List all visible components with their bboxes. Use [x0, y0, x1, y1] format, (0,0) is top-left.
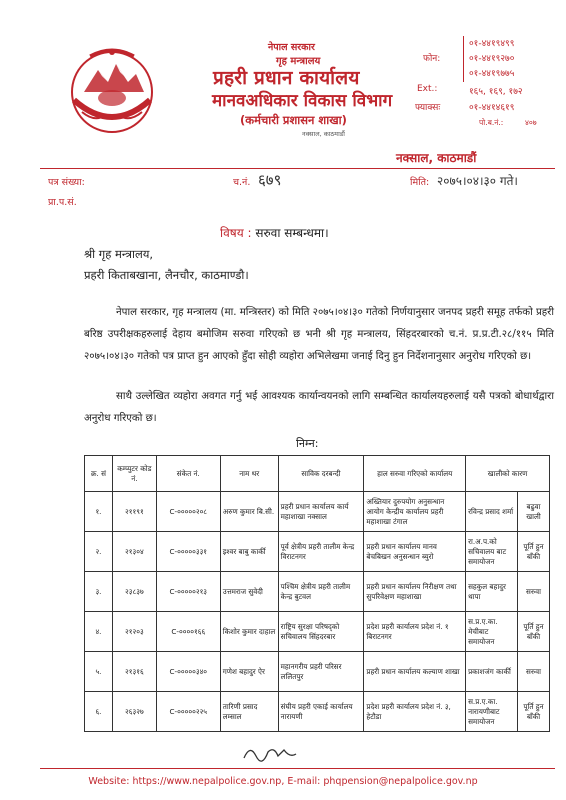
cell-vacancy-person: स.प्र.ए.का. मेचीबाट समायोजन	[466, 612, 518, 652]
cell-name: किशोर कुमार दाहाल	[220, 612, 278, 652]
header-symbol-no: संकेत नं.	[156, 456, 220, 492]
cell-new-office: प्रदेश प्रहरी कार्यालय प्रदेश नं. १ बिराटनगर	[364, 612, 466, 652]
table-row	[85, 612, 550, 652]
cell-vacancy-person: रविन्द्र प्रसाद शर्मा	[466, 492, 518, 532]
list-title: निम्न:	[296, 437, 319, 450]
transfer-table	[84, 455, 550, 732]
cell-symbol-no: C-०००००३४०	[156, 652, 220, 692]
patra-sankhya-label: पत्र संख्या:	[48, 177, 85, 188]
cell-previous-post: राष्ट्रिय सुरक्षा परिषद्को सचिवालय सिंहदरबार	[278, 612, 364, 652]
signature-icon	[240, 742, 300, 764]
cell-previous-post: पूर्व क्षेत्रीय प्रहरी तालीम केन्द्र विराटनगर	[278, 532, 364, 572]
cell-symbol-no: C-०००००२२५	[156, 692, 220, 732]
cell-name: उत्तमराज सुवेदी	[220, 572, 278, 612]
prapa-label: प्रा.प.सं.	[48, 197, 77, 208]
cell-symbol-no: C-०००००२१३	[156, 572, 220, 612]
cell-previous-post: प्रहरी प्रधान कार्यालय कार्य महाशाखा नक्साल	[278, 492, 364, 532]
table-row	[85, 572, 550, 612]
cell-vacancy-person: प्रकाशजंग कार्की	[466, 652, 518, 692]
date-value: २०७५।०४।३० गते।	[437, 174, 518, 188]
cell-vacancy-reason: पूर्ति हुन बाँकी	[518, 612, 550, 652]
cell-vacancy-person: स.प्र.ए.का. नारायणीबाट समायोजन	[466, 692, 518, 732]
office-address: नक्साल, काठमाडौं	[396, 151, 477, 165]
cell-name: इश्वर बाबु कार्की	[220, 532, 278, 572]
footer-divider	[40, 768, 555, 769]
cell-sn: १.	[85, 492, 113, 532]
header-computer-code: कम्प्युटर कोड नं.	[112, 456, 156, 492]
addressee-line-1: श्री गृह मन्त्रालय,	[84, 247, 154, 261]
cell-vacancy-reason: बढुवा खाली	[518, 492, 550, 532]
cell-vacancy-reason: पूर्ति हुन बाँकी	[518, 692, 550, 732]
phone-1: ०१-४४१९४९९	[469, 39, 515, 49]
cell-symbol-no: C-०००००३३१	[156, 532, 220, 572]
cell-new-office: प्रहरी प्रधान कार्यालय मानव बेचबिखन अनुसन्धान ब्युरो	[364, 532, 466, 572]
cell-new-office: प्रहरी प्रधान कार्यालय निरीक्षण तथा सुपरिवेक्षण महाशाखा	[364, 572, 466, 612]
stamp-place: नक्साल, काठमाडौं	[302, 130, 345, 138]
table-row	[85, 652, 550, 692]
ext-value: १६५, १६९, १७२	[469, 87, 523, 97]
chalani-label: च.नं.	[233, 177, 251, 188]
cell-sn: ६.	[85, 692, 113, 732]
cell-previous-post: पश्चिम क्षेत्रीय प्रहरी तालीम केन्द्र बुटवल	[278, 572, 364, 612]
body-paragraph-1: नेपाल सरकार, गृह मन्त्रालय (मा. मन्त्रिस्तर) को मिति २०७५।०४।३० गतेको निर्णयानुसार जनपद प्रहरी समूह तर्फको प्रहरी बरिष्ठ उपरीक्षकहरुलाई देहाय बमोजिम सरुवा गरिएको छ भनी श्री गृह मन्त्रालय, सिंहदरबारको च.नं. प्र.प्र.टी.२८/११५ मिति २०७५।०४।३० गतेको पत्र प्राप्त हुन आएको हुँदा सोही व्यहोरा अभिलेखमा जनाई दिनु हुन निर्देशनानुसार अनुरोध गरिएको छ।	[84, 307, 554, 362]
cell-vacancy-reason: सरुवा	[518, 652, 550, 692]
cell-computer-code: २११९१	[112, 492, 156, 532]
cell-computer-code: २१३०४	[112, 532, 156, 572]
cell-vacancy-reason: सरुवा	[518, 572, 550, 612]
date-label: मिति:	[410, 177, 430, 188]
office-name: प्रहरी प्रधान कार्यालय	[213, 67, 360, 89]
subject-text: सरुवा सम्बन्धमा।	[255, 226, 329, 240]
phone-label: फोन:	[423, 54, 441, 64]
table-row	[85, 492, 550, 532]
header-previous-post: साविक दरबन्दी	[278, 456, 364, 492]
footer-contact: Website: https://www.nepalpolice.gov.np, E-mail: phqpension@nepalpolice.gov.np	[88, 776, 478, 787]
cell-previous-post: महानगरीय प्रहरी परिसर ललितपुर	[278, 652, 364, 692]
cell-sn: ५.	[85, 652, 113, 692]
addressee-line-2: प्रहरी किताबखाना, लैनचौर, काठमाण्डौ।	[84, 268, 249, 282]
section-name: (कर्मचारी प्रशासन शाखा)	[240, 113, 347, 127]
body-paragraph-2: साथै उल्लेखित व्यहोरा अवगत गर्नु भई आवश्यक कार्यान्वयनको लागि सम्बन्धित कार्यालयहरुलाई यसै पत्रको बोधार्थद्वारा अनुरोध गरिएको छ।	[84, 391, 554, 424]
government-name: नेपाल सरकार	[268, 42, 315, 53]
ministry-name: गृह मन्त्रालय	[276, 56, 321, 67]
pobox-value: ४०७	[525, 118, 537, 127]
cell-vacancy-person: सहकुल बहादुर थापा	[466, 572, 518, 612]
table-header-row	[85, 456, 550, 492]
cell-symbol-no: C-०००००२०८	[156, 492, 220, 532]
cell-name: अरुण कुमार बि.सी.	[220, 492, 278, 532]
pobox-label: पो.ब.नं.:	[479, 118, 504, 127]
header-sn: क्र. सं	[85, 456, 113, 492]
cell-computer-code: २१२०३	[112, 612, 156, 652]
cell-new-office: अख्तियार दुरुपयोग अनुसन्धान आयोग केन्द्रीय कार्यालय प्रहरी महाशाखा टंगाल	[364, 492, 466, 532]
cell-computer-code: २३८३७	[112, 572, 156, 612]
ext-label: Ext.:	[417, 84, 438, 94]
phone-2: ०१-४४१९२७०	[469, 54, 515, 64]
cell-computer-code: २१३१६	[112, 652, 156, 692]
cell-sn: ४.	[85, 612, 113, 652]
chalani-number: ६७९	[258, 171, 282, 189]
cell-new-office: प्रदेश प्रहरी कार्यालय प्रदेश नं. ३, हेटौडा	[364, 692, 466, 732]
header-vacancy-reason: खालीको कारण	[466, 456, 550, 492]
cell-vacancy-person: रा.अ.प.को सचिवालय बाट समायोजन	[466, 532, 518, 572]
cell-symbol-no: C-००००१६६	[156, 612, 220, 652]
header-new-office: हाल सरुवा गरिएको कार्यालय	[364, 456, 466, 492]
cell-computer-code: २६३२७	[112, 692, 156, 732]
cell-new-office: प्रहरी प्रधान कार्यालय कल्याण शाखा	[364, 652, 466, 692]
table-row	[85, 532, 550, 572]
cell-name: गणेश बहादुर ऐर	[220, 652, 278, 692]
header-divider	[40, 168, 555, 169]
fax-value: ०१-४४१४६१९	[469, 103, 515, 113]
subject-label: विषय	[220, 226, 244, 240]
department-name: मानवअधिकार विकास विभाग	[212, 91, 393, 111]
cell-vacancy-reason: पूर्ति हुन बाँकी	[518, 532, 550, 572]
table-row	[85, 692, 550, 732]
nepal-government-emblem-icon	[64, 42, 160, 138]
subject-line: विषय : सरुवा सम्बन्धमा।	[220, 226, 329, 240]
header-name: नाम थर	[220, 456, 278, 492]
cell-sn: २.	[85, 532, 113, 572]
phone-3: ०१-४४१९७७५	[469, 69, 515, 79]
cell-name: तारिणी प्रसाद लम्साल	[220, 692, 278, 732]
cell-previous-post: संघीय प्रहरी एकाई कार्यालय नारायणी	[278, 692, 364, 732]
cell-sn: ३.	[85, 572, 113, 612]
fax-label: फ्याक्सः	[415, 103, 441, 113]
